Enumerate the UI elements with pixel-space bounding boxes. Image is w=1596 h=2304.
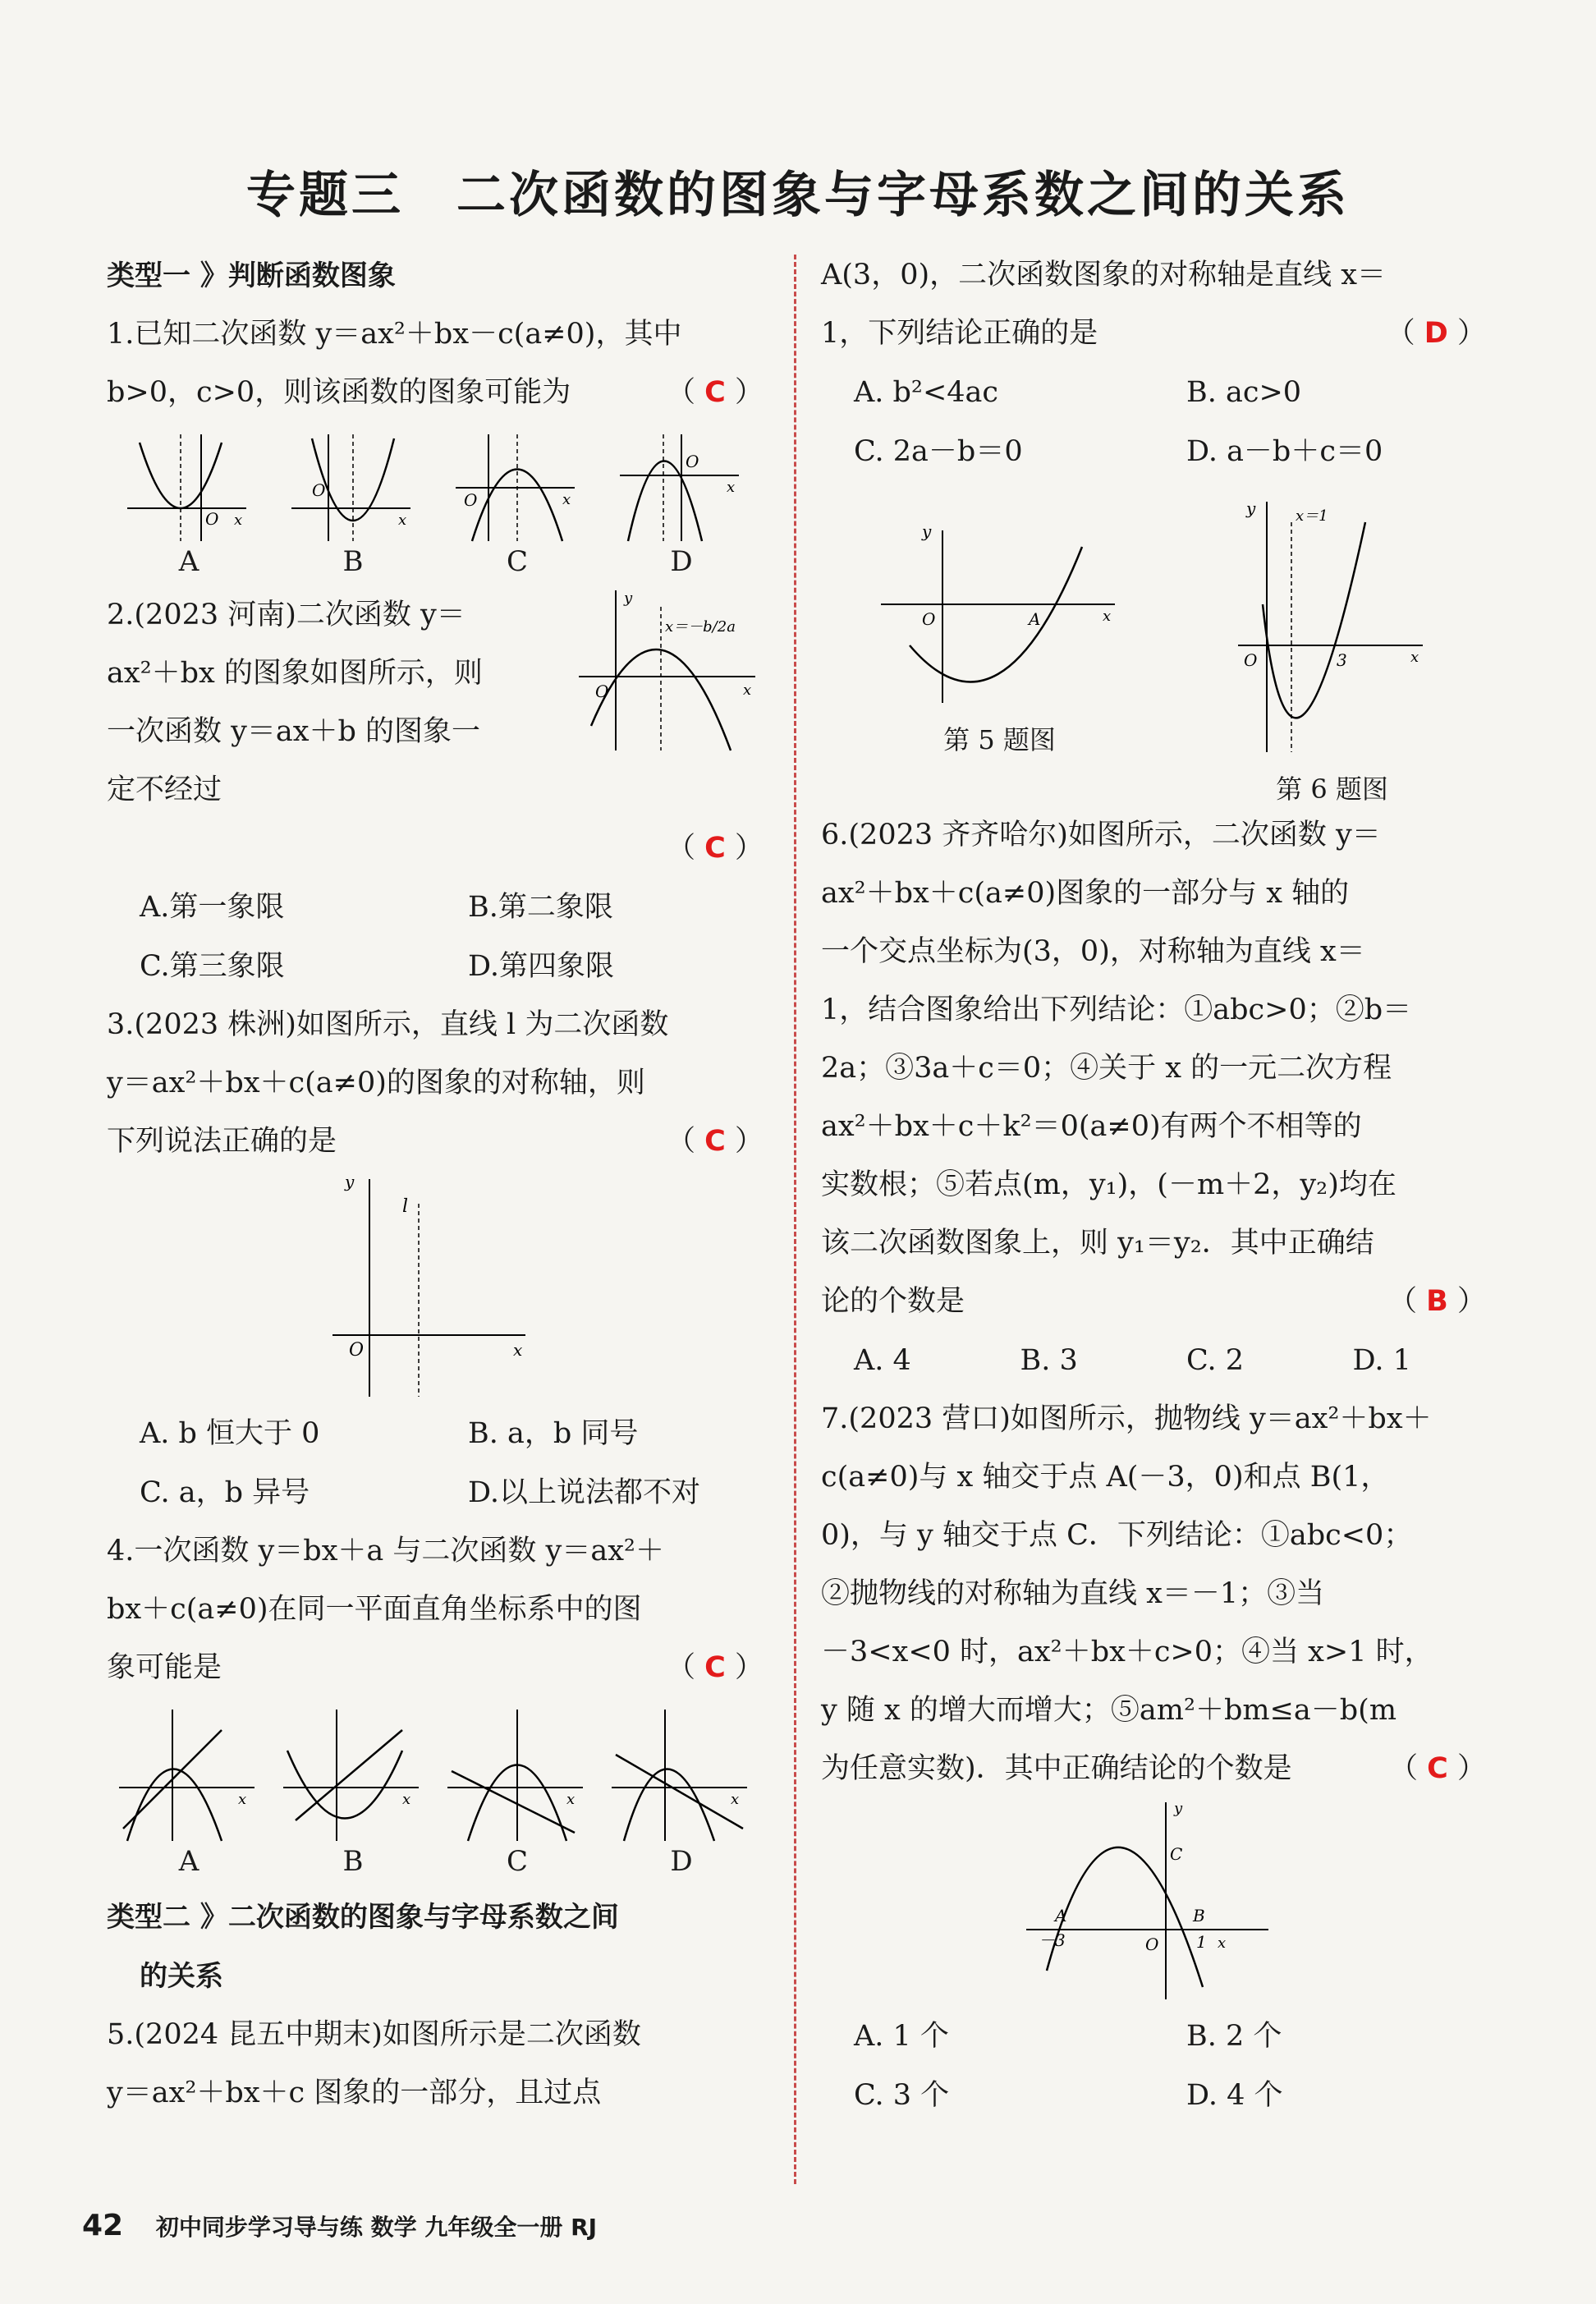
svg-text:y: y bbox=[624, 590, 633, 607]
q4-graph-d: x D bbox=[608, 1705, 755, 1878]
page-number: 42 bbox=[82, 2209, 124, 2242]
svg-text:1: 1 bbox=[1196, 1932, 1207, 1952]
svg-text:x: x bbox=[562, 491, 571, 508]
q3-answer: （ C ） bbox=[667, 1125, 764, 1158]
question-6: 6.(2023 齐齐哈尔)如图所示，二次函数 y＝ ax²＋bx＋c(a≠0)图象的一部分与 x 轴的 一个交点坐标为(3，0)，对称轴为直线 x＝ 1，结合图象给出下列结论：①abc>0；②b＝ 2a；③3a＋c＝0；④关于 x 的一元二次方程 ax²＋bx＋c＋k²＝0(a≠0)有两个不相等的 实数根；⑤若点(m，y₁)，(－m＋2，y₂)均在 该二次函数图象上，则 y₁＝y₂．其中正确结 论的个数是 （ B ） bbox=[821, 806, 1486, 1331]
q2-option-a: A.第一象限 bbox=[140, 891, 285, 924]
section-title-2: 类型二 》二次函数的图象与字母系数之间 的关系 bbox=[107, 1901, 619, 1993]
q1-line1: 1.已知二次函数 y＝ax²＋bx－c(a≠0)，其中 bbox=[107, 318, 682, 351]
page-footer bbox=[82, 2209, 597, 2242]
svg-text:O: O bbox=[205, 509, 219, 529]
svg-text:B: B bbox=[1193, 1906, 1205, 1925]
q2-options bbox=[107, 878, 764, 996]
svg-text:O: O bbox=[312, 480, 326, 500]
svg-text:l: l bbox=[402, 1196, 409, 1217]
q2-option-d: D.第四象限 bbox=[468, 950, 614, 983]
svg-text:x: x bbox=[566, 1791, 576, 1808]
svg-text:O: O bbox=[349, 1340, 365, 1361]
svg-text:x: x bbox=[398, 512, 407, 529]
svg-text:O: O bbox=[595, 682, 609, 701]
svg-text:y: y bbox=[1174, 1800, 1183, 1817]
svg-text:x: x bbox=[727, 479, 736, 496]
q4-answer: （ C ） bbox=[667, 1651, 764, 1684]
q5-figure: y O A x 第 5 题图 bbox=[877, 498, 1123, 806]
svg-text:x: x bbox=[1218, 1935, 1227, 1952]
svg-text:x: x bbox=[1410, 649, 1419, 666]
right-column bbox=[821, 246, 1486, 2125]
q3-graph bbox=[107, 1171, 764, 1404]
svg-text:O: O bbox=[686, 452, 699, 471]
q1-graph-d: O x D bbox=[616, 430, 747, 578]
svg-text:x＝1: x＝1 bbox=[1295, 507, 1328, 525]
svg-text:O: O bbox=[1145, 1935, 1159, 1954]
q1-line2: b>0，c>0，则该函数的图象可能为 （ C ） bbox=[107, 364, 764, 422]
question-3: 3.(2023 株洲)如图所示，直线 l 为二次函数 y＝ax²＋bx＋c(a≠0)的图象的对称轴，则 下列说法正确的是 （ C ） bbox=[107, 996, 764, 1171]
svg-text:x: x bbox=[238, 1791, 247, 1808]
left-column bbox=[107, 246, 764, 2123]
q2-answer: （ C ） bbox=[667, 832, 764, 865]
svg-text:A: A bbox=[1028, 609, 1040, 629]
question-7: 7.(2023 营口)如图所示，抛物线 y＝ax²＋bx＋ c(a≠0)与 x 轴交于点 A(－3，0)和点 B(1， 0)，与 y 轴交于点 C．下列结论：①abc<0； ②抛物线的对称轴为直线 x＝－1；③当 －3<x<0 时，ax²＋bx＋c>0；④当 x>1 时， y 随 x 的增大而增大；⑤am²＋bm≤a－b(m 为任意实数)．其中正确结论的个数是 （ C ） bbox=[821, 1390, 1486, 1798]
svg-text:y: y bbox=[345, 1172, 355, 1191]
svg-text:y: y bbox=[921, 521, 931, 541]
q6-options: A. 4 B. 3 C. 2 D. 1 bbox=[854, 1344, 1411, 1377]
q1-graph-a: O x A bbox=[123, 430, 255, 578]
q4-graph-c: x C bbox=[443, 1705, 591, 1878]
page-title: 专题三 二次函数的图象与字母系数之间的关系 bbox=[246, 167, 1350, 224]
q5-options: A. b²<4ac B. ac>0 C. 2a－b＝0 D. a－b＋c＝0 bbox=[854, 376, 1383, 468]
q7-answer: （ C ） bbox=[1389, 1752, 1486, 1785]
svg-text:x＝－b/2a: x＝－b/2a bbox=[665, 618, 736, 636]
q4-graph-b: x B bbox=[279, 1705, 427, 1878]
q4-graph-a: x A bbox=[115, 1705, 263, 1878]
svg-text:－3: －3 bbox=[1039, 1930, 1066, 1950]
q2-option-c: C.第三象限 bbox=[140, 950, 285, 983]
q4-graphs bbox=[107, 1705, 764, 1878]
q7-graph bbox=[821, 1798, 1486, 2007]
question-2: 2.(2023 河南)二次函数 y＝ ax²＋bx 的图象如图所示，则 一次函数 y＝ax＋b 的图象一 定不经过 O x y x＝－b/2a bbox=[107, 586, 764, 819]
svg-text:3: 3 bbox=[1336, 650, 1347, 670]
svg-text:x: x bbox=[1102, 608, 1111, 625]
svg-text:C: C bbox=[1170, 1844, 1183, 1864]
book-title: 初中同步学习导与练 数学 九年级全一册 RJ bbox=[155, 2214, 598, 2241]
column-divider bbox=[794, 255, 796, 2184]
svg-text:O: O bbox=[1243, 650, 1257, 670]
q5-answer: （ D ） bbox=[1386, 317, 1486, 350]
q1-answer: （ C ） bbox=[667, 376, 764, 409]
svg-text:x: x bbox=[513, 1340, 523, 1360]
svg-text:O: O bbox=[464, 490, 478, 510]
question-4: 4.一次函数 y＝bx＋a 与二次函数 y＝ax²＋ bx＋c(a≠0)在同一平面直角坐标系中的图 象可能是 （ C ） bbox=[107, 1522, 764, 1697]
q1-graph-c: O x C bbox=[452, 430, 583, 578]
q3-options: A. b 恒大于 0 B. a，b 同号 C. a，b 异号 D.以上说法都不对 bbox=[140, 1417, 700, 1509]
svg-text:x: x bbox=[402, 1791, 411, 1808]
q7-options: A. 1 个 B. 2 个 C. 3 个 D. 4 个 bbox=[854, 2020, 1283, 2112]
q6-figure: y x＝1 O 3 x 第 6 题图 bbox=[1243, 498, 1419, 805]
q1-graph-b: O x B bbox=[287, 430, 419, 578]
svg-text:x: x bbox=[234, 512, 243, 529]
svg-text:O: O bbox=[921, 609, 935, 629]
question-5: 5.(2024 昆五中期末)如图所示是二次函数 y＝ax²＋bx＋c 图象的一部分，且过点 bbox=[107, 2018, 641, 2109]
question-1 bbox=[107, 305, 764, 422]
svg-text:x: x bbox=[731, 1791, 740, 1808]
svg-text:y: y bbox=[1245, 498, 1255, 518]
section-title-1: 类型一 》判断函数图象 bbox=[107, 259, 396, 292]
q2-option-b: B.第二象限 bbox=[468, 891, 613, 924]
svg-text:A: A bbox=[1055, 1906, 1067, 1925]
svg-text:x: x bbox=[743, 682, 752, 699]
q1-graphs bbox=[107, 430, 764, 578]
q5-q6-figures bbox=[821, 498, 1486, 806]
question-5-continued: A(3，0)，二次函数图象的对称轴是直线 x＝ 1，下列结论正确的是 （ D ） bbox=[821, 246, 1486, 363]
q2-graph bbox=[575, 586, 764, 819]
q6-answer: （ B ） bbox=[1388, 1285, 1486, 1318]
